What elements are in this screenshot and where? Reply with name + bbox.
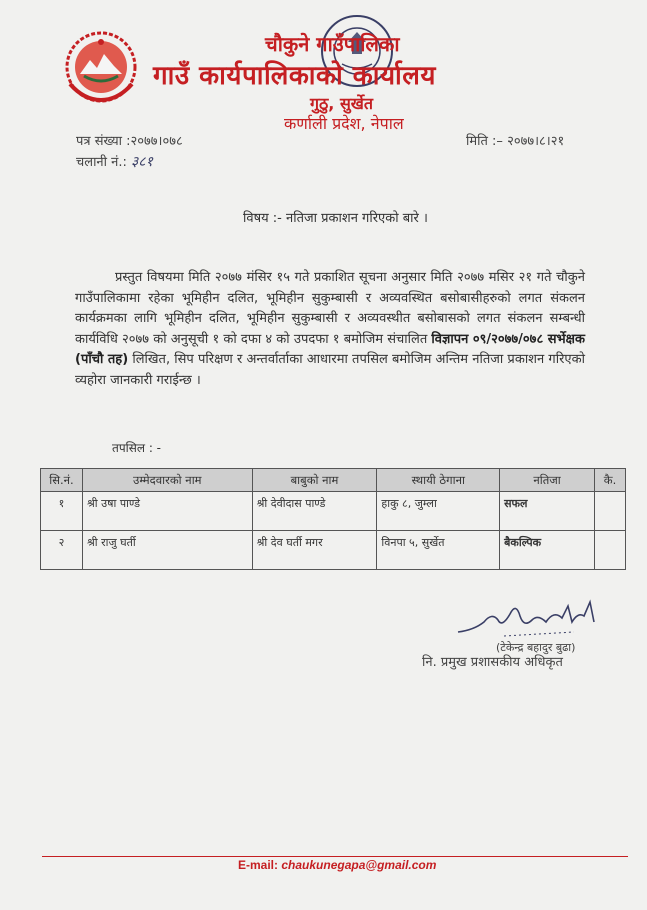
details-label: तपसिल : - xyxy=(112,441,162,455)
signatory-title xyxy=(422,652,563,670)
province-name: कर्णाली प्रदेश, नेपाल xyxy=(284,114,404,133)
header-father-name: बाबुको नाम xyxy=(252,469,377,492)
nepal-emblem-logo xyxy=(64,30,138,104)
dispatch-label: चलानी नं.: xyxy=(76,155,127,170)
table-header-row xyxy=(41,469,626,492)
email-label: E-mail: xyxy=(238,858,279,872)
body-text-part1: प्रस्तुत विषयमा मिति २०७७ मंसिर १५ गते प्रकाशित सूचना अनुसार मिति २०७७ मसिर २१ गते चौकुने गाउँपालिकामा रहेका भूमिहीन दलित, भूमिहीन सुकुम्बासी र अव्यवस्थित बसोबासीहरुको लगत संकलन कार्यक्रमका लागि भूमिहीन दलित, भूमिहीन सुकुम्बासी र अव्यवस्थीत बसोबासको लगत संकलन सम्बन्धी कार्यविधि २०७७ को अनुसूची १ को दफा ४ को उपदफा १ बमोजिम संचालित xyxy=(75,270,585,347)
cell-candidate-name: श्री उषा पाण्डे xyxy=(82,492,252,531)
office-address: गुठु, सुर्खेत xyxy=(310,94,373,113)
cell-result: सफल xyxy=(500,492,595,531)
cell-address: विनपा ५, सुर्खेत xyxy=(377,531,500,570)
subject-line: विषय :- नतिजा प्रकाशन गरिएको बारे । xyxy=(243,211,428,226)
results-table xyxy=(40,468,626,570)
email-address: chaukunegapa@gmail.com xyxy=(281,858,437,872)
cell-serial: १ xyxy=(41,492,83,531)
footer-divider xyxy=(42,856,628,857)
cell-candidate-name: श्री राजु घर्ती xyxy=(82,531,252,570)
signatory-prefix: नि. xyxy=(422,655,437,670)
cell-result: बैकल्पिक xyxy=(500,531,595,570)
office-name: गाउँ कार्यपालिकाको कार्यालय xyxy=(153,61,436,91)
cell-remarks xyxy=(594,492,625,531)
dispatch-number xyxy=(76,152,153,171)
footer-email xyxy=(238,858,436,872)
cell-father-name: श्री देव घर्ती मगर xyxy=(252,531,377,570)
cell-father-name: श्री देवीदास पाण्डे xyxy=(252,492,377,531)
header-permanent-address: स्थायी ठेगाना xyxy=(377,469,500,492)
header-remarks: कै. xyxy=(594,469,625,492)
dispatch-value: ३८१ xyxy=(131,154,153,170)
body-paragraph xyxy=(75,268,585,391)
municipality-name: चौकुने गाउँपालिका xyxy=(265,32,400,56)
cell-serial: २ xyxy=(41,531,83,570)
header-result: नतिजा xyxy=(500,469,595,492)
signature-scribble xyxy=(454,592,604,642)
letter-number: पत्र संख्या :२०७७।०७८ xyxy=(76,134,183,149)
signatory-name: (टेकेन्द्र बहादुर बुढा) xyxy=(496,641,576,654)
header-candidate-name: उम्मेदवारको नाम xyxy=(82,469,252,492)
table-row xyxy=(41,531,626,570)
cell-remarks xyxy=(594,531,625,570)
body-text-part2: लिखित, सिप परिक्षण र अन्तर्वार्ताका आधारमा तपसिल बमोजिम अन्तिम नतिजा प्रकाशन गरिएको व्यहोरा जानकारी गराईन्छ । xyxy=(75,352,585,388)
body-highlight: विज्ञापन ०९/२०७७/०७८ सर्भेक्षक (पाँचौ तह) xyxy=(75,331,585,367)
signatory-designation: प्रमुख प्रशासकीय अधिकृत xyxy=(440,655,563,670)
letter-date: मिति :– २०७७।८।२१ xyxy=(466,134,565,149)
header-serial: सि.नं. xyxy=(41,469,83,492)
cell-address: हाकु ८, जुम्ला xyxy=(377,492,500,531)
table-row xyxy=(41,492,626,531)
